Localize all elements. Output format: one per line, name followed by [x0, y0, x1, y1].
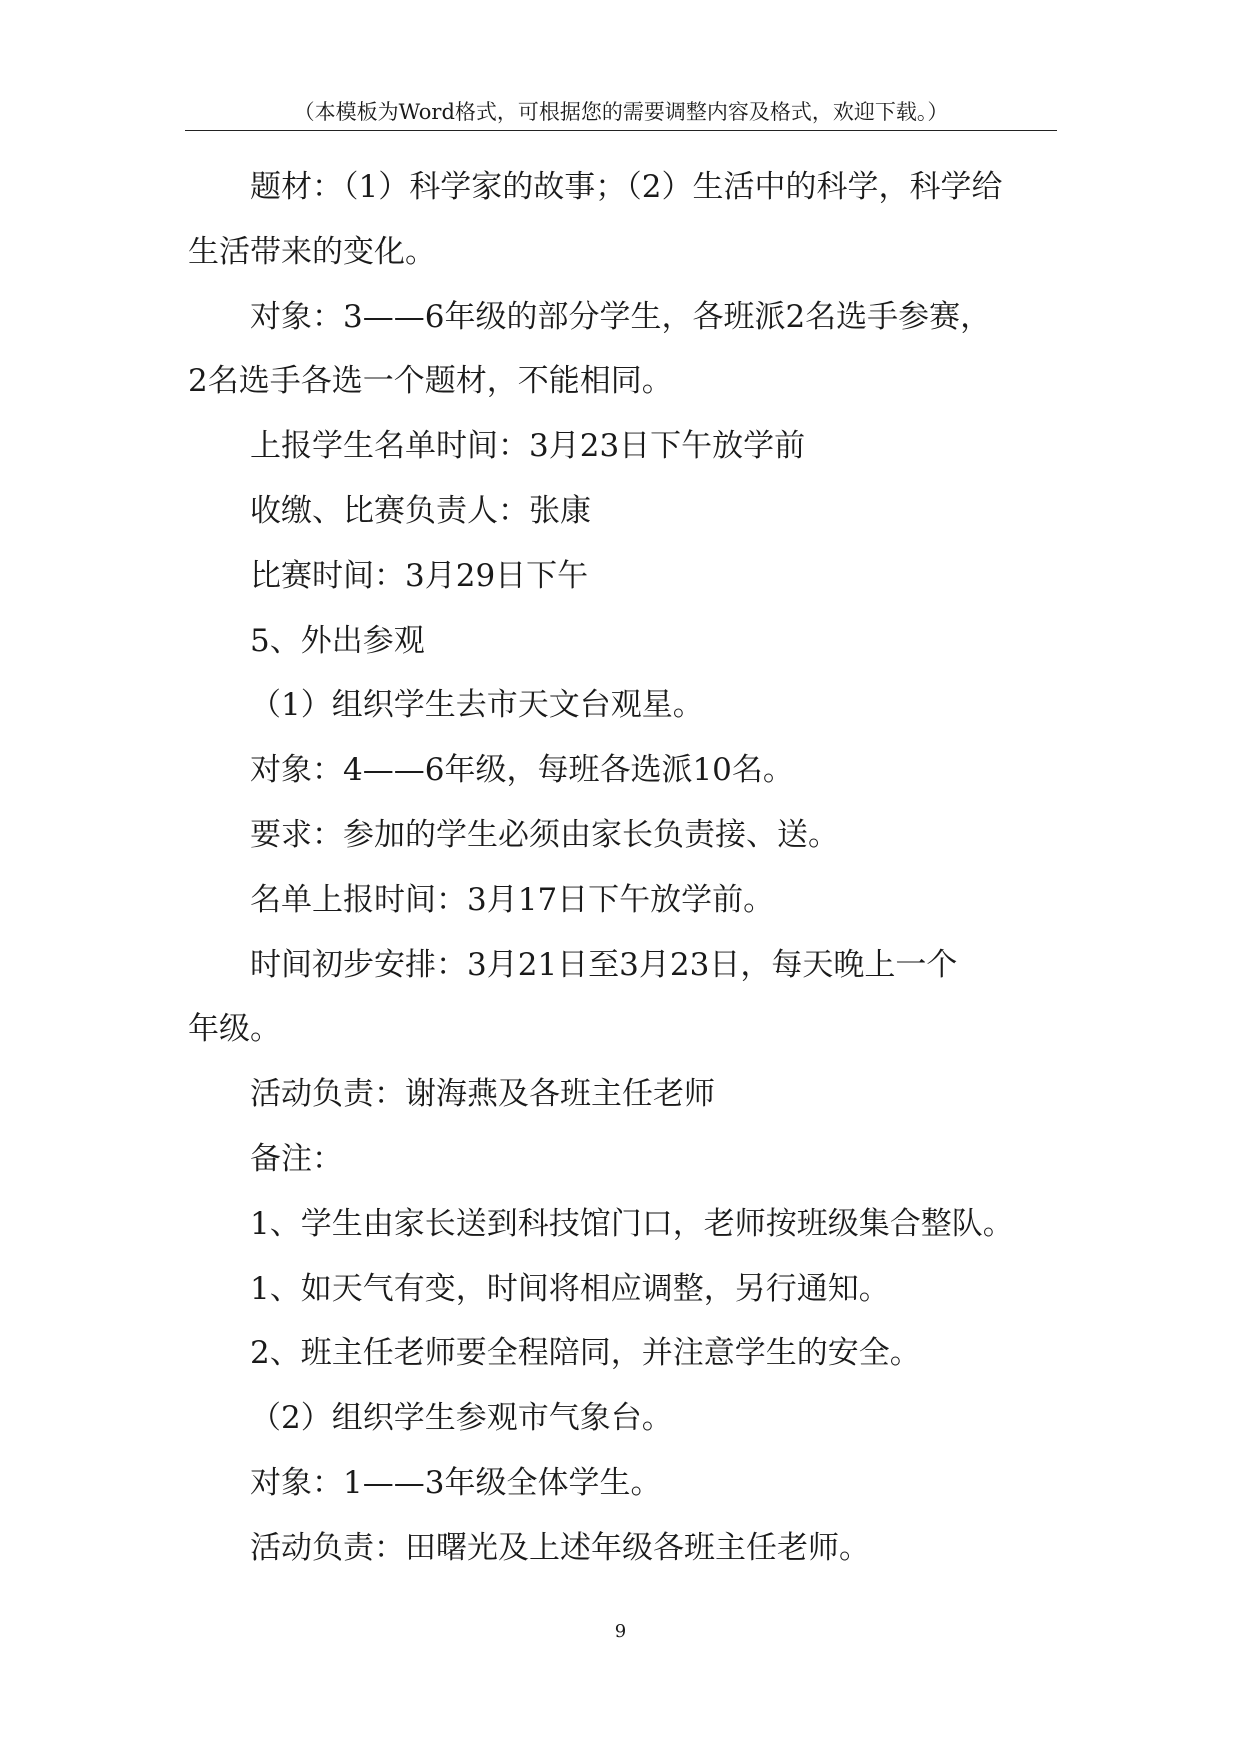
- paragraph-observatory-participants: 对象：4——6年级，每班各选派10名。: [250, 752, 794, 789]
- page-number: 9: [614, 1621, 627, 1642]
- paragraph-weather-participants: 对象：1——3年级全体学生。: [250, 1464, 662, 1501]
- paragraph-topic-continued: 生活带来的变化。: [188, 233, 436, 270]
- paragraph-contest-organizer: 收缴、比赛负责人：张康: [250, 492, 591, 529]
- document-body: [188, 155, 1068, 1581]
- header-divider: [185, 130, 1057, 131]
- paragraph-note-1: 1、学生由家长送到科技馆门口，老师按班级集合整队。: [250, 1205, 1014, 1242]
- header-note: （本模板为Word格式，可根据您的需要调整内容及格式，欢迎下载。）: [293, 100, 949, 124]
- paragraph-participants-continued: 2名选手各选一个题材，不能相同。: [188, 363, 673, 400]
- paragraph-observatory-organizer: 活动负责：谢海燕及各班主任老师: [250, 1076, 715, 1113]
- paragraph-note-2: 1、如天气有变，时间将相应调整，另行通知。: [250, 1270, 890, 1307]
- paragraph-observatory-deadline: 名单上报时间：3月17日下午放学前。: [250, 881, 775, 918]
- subsection-observatory: （1）组织学生去市天文台观星。: [250, 687, 704, 724]
- paragraph-topic: 题材：（1）科学家的故事；（2）生活中的科学，科学给: [250, 169, 1003, 205]
- paragraph-contest-time: 比赛时间：3月29日下午: [250, 557, 589, 594]
- paragraph-participants: 对象：3——6年级的部分学生，各班派2名选手参赛，: [250, 298, 992, 335]
- paragraph-note-3: 2、班主任老师要全程陪同，并注意学生的安全。: [250, 1335, 921, 1372]
- paragraph-notes-heading: 备注：: [250, 1140, 343, 1177]
- paragraph-observatory-requirement: 要求：参加的学生必须由家长负责接、送。: [250, 816, 839, 853]
- paragraph-observatory-schedule-continued: 年级。: [188, 1011, 281, 1048]
- paragraph-weather-organizer: 活动负责：田曙光及上述年级各班主任老师。: [250, 1529, 870, 1566]
- paragraph-name-list-deadline: 上报学生名单时间：3月23日下午放学前: [250, 428, 806, 465]
- subsection-weather-station: （2）组织学生参观市气象台。: [250, 1400, 673, 1437]
- section-heading-field-trip: 5、外出参观: [250, 622, 425, 659]
- paragraph-observatory-schedule: 时间初步安排：3月21日至3月23日，每天晚上一个: [250, 946, 958, 983]
